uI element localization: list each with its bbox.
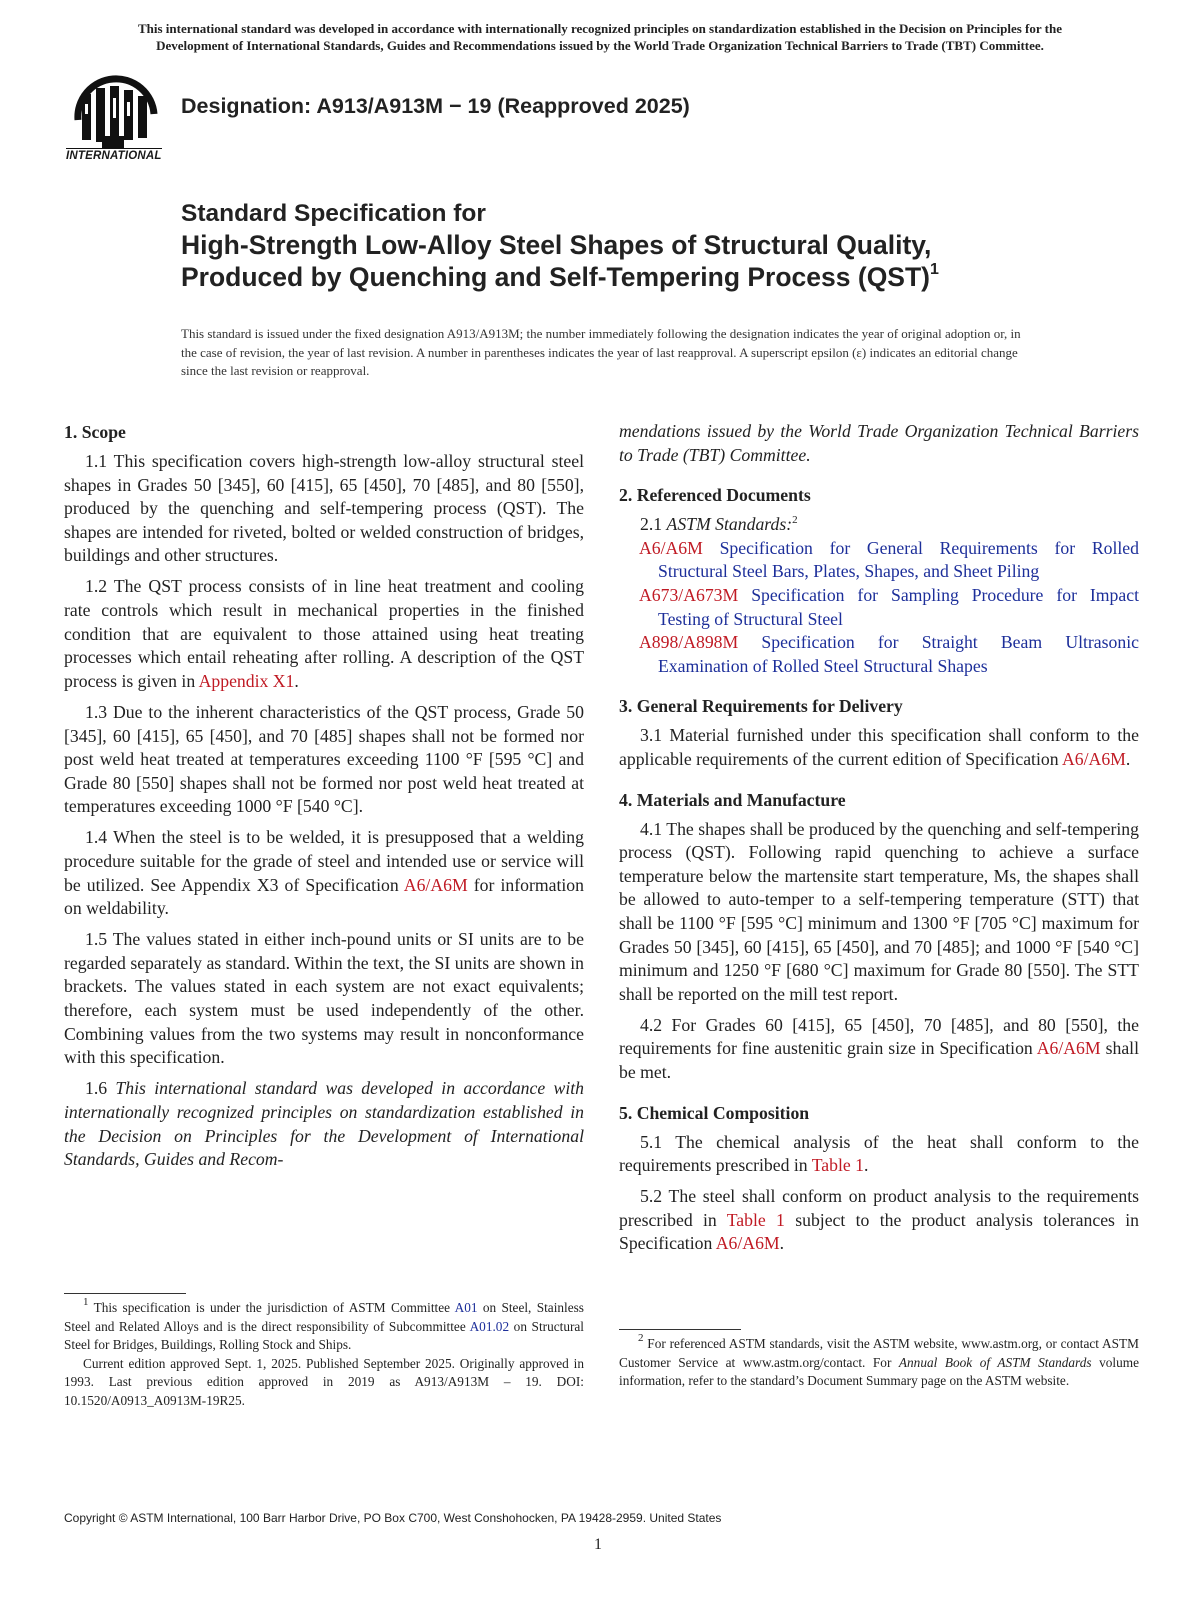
top-notice-line1: This international standard was developed in accordance with internationally recognized principles on standardization established in the Decision on Principles for the [137,21,1062,36]
title-line-3: Produced by Quenching and Self-Tempering Process (QST)$^1$ [181,261,939,292]
para-1-6-continued: mendations issued by the World Trade Organization Technical Barriers to Trade (TBT) Committee. [619,421,1139,465]
link-a6-4-2[interactable]: A6/A6M [1036,1038,1101,1059]
issue-note: This standard is issued under the fixed designation A913/A913M; the number immediately following the designation indicates the year of original adoption or, in the case of revision, the year of last revision. A number in parentheses indicates the year of last reapproval. A superscript epsilon (ε) indicates an editorial change since the last revision or reapproval. [181,326,1021,378]
top-notice [60,20,1140,54]
copyright: Copyright © ASTM International, 100 Barr Harbor Drive, PO Box C700, West Conshohocken, PA 19428-2959. United States [64,1511,722,1525]
reference-a6[interactable]: A6/A6M Specification for General Requirements for Rolled Structural Steel Bars, Plates, Shapes, and Sheet Piling [639,537,1139,582]
page-number: 1 [594,1536,602,1553]
para-1-4: 1.4 When the steel is to be welded, it is presupposed that a welding procedure suitable for the grade of steel and intended use or service will be utilized. See Appendix X3 of Specification A6/A6M for information on weldability. [64,827,584,919]
para-1-3: 1.3 Due to the inherent characteristics of the QST process, Grade 50 [345], 60 [415], 65 [450], and 70 [485] shapes shall not be formed nor post weld heat treated at temperatures exceeding 1100 °F [595 °C] and Grade 80 [550] shapes shall not be formed nor post weld heat treated at temperatures exceeding 1000 °F [540 °C]. [64,701,584,817]
footnote-rule-left [64,1293,186,1294]
link-a6[interactable]: A6/A6M [403,874,468,895]
footnote-2-mark[interactable]: 2 [792,514,798,527]
title-line-2: High-Strength Low-Alloy Steel Shapes of Structural Quality, [181,230,932,260]
para-1-5: 1.5 The values stated in either inch-pound units or SI units are to be regarded separately as standard. Within the text, the SI units are shown in brackets. The values stated in each system are not exact equivalents; therefore, each system must be used independently of the other. Combining values from the two systems may result in nonconformance with this specification. [64,929,584,1068]
left-column [64,420,584,1179]
footnote-2: $^2$ For referenced ASTM standards, visit the ASTM website, www.astm.org, or contact ASTM Customer Service at www.astm.org/contact. For Annual Book of ASTM Standards volume information, refer to the standard’s Document Summary page on the ASTM website. [619,1332,1139,1389]
para-1-6: 1.6 This international standard was developed in accordance with internationally recognized principles on standardization established in the Decision on Principles for the Development of International Standards, Guides and Recom- [64,1078,584,1170]
para-2-1: 2.1 ASTM Standards:$^2$ [640,514,798,535]
footnote-rule-right [619,1329,741,1330]
link-a6-3-1[interactable]: A6/A6M [1062,748,1126,769]
designation: Designation: A913/A913M − 19 (Reapproved 2025) [181,94,690,118]
title-footnote-mark[interactable]: 1 [930,261,939,278]
astm-logo [64,74,176,166]
para-1-1: 1.1 This specification covers high-strength low-alloy structural steel shapes in Grades 50 [345], 60 [415], 65 [450], 70 [485], and 80 [550], produced by the quenching and self-tempering process (QST). The shapes are intended for riveted, bolted or welded construction of bridges, buildings and other structures. [64,451,584,566]
document-title [181,198,1141,293]
section-heading-scope: 1. Scope [64,422,126,442]
logo-text: INTERNATIONAL [66,150,162,162]
title-line-1: Standard Specification for [181,200,486,227]
para-3-1: 3.1 Material furnished under this specification shall conform to the applicable requirements of the current edition of Specification A6/A6M. [619,725,1139,769]
footnote-1: $^1$ This specification is under the jurisdiction of ASTM Committee A01 on Steel, Stainless Steel and Related Alloys and is the direct responsibility of Subcommittee A01.02 on Structural Steel for Bridges, Buildings, Rolling Stock and Ships. Current edition approved Sept. 1, 2025. Published September 2025. Originally approved in 1993. Last previous edition approved in 2019 as A913/A913M – 19. DOI: 10.1520/A0913_A0913M-19R25. [64,1299,584,1411]
section-heading-materials: 4. Materials and Manufacture [619,789,846,810]
link-a01[interactable]: A01 [454,1300,478,1315]
para-1-2: 1.2 The QST process consists of in line heat treatment and cooling rate controls which result in mechanical properties in the finished condition that are equivalent to those attained using heat treating processes which entail reheating after rolling. A description of the QST process is given in Appendix X1. [64,576,584,691]
para-5-1: 5.1 The chemical analysis of the heat shall conform to the requirements prescribed in Table 1. [619,1131,1139,1176]
section-heading-general: 3. General Requirements for Delivery [619,696,903,717]
para-5-2: 5.2 The steel shall conform on product analysis to the requirements prescribed in Table 1 subject to the product analysis tolerances in Specification A6/A6M. [619,1186,1139,1254]
link-a6-5-2[interactable]: A6/A6M [715,1233,780,1254]
footnote-1-edition: Current edition approved Sept. 1, 2025. Published September 2025. Originally approved in 1993. Last previous edition approved in 2019 as A913/A913M – 19. DOI: 10.1520/A0913_A0913M-19R25. [64,1355,584,1408]
top-notice-line2: Development of International Standards, Guides and Recommendations issued by the World Trade Organization Technical Barriers to Trade (TBT) Committee. [156,38,1044,53]
link-appendix-x1[interactable]: Appendix X1 [198,670,295,691]
right-column [619,420,1139,1264]
reference-a898[interactable]: A898/A898M Specification for Straight Beam Ultrasonic Examination of Rolled Steel Structural Shapes [639,632,1139,676]
link-table-1-b[interactable]: Table 1 [726,1209,785,1230]
para-4-1: 4.1 The shapes shall be produced by the quenching and self-tempering process (QST). Following rapid quenching to achieve a surface temperature below the martensite start temperature, Ms, the shapes shall be allowed to auto-temper to a self-tempering temperature (STT) that shall be 1100 °F [595 °C] minimum and 1300 °F [705 °C] maximum for Grades 50 [345], 60 [415], 65 [450], and 70 [485]; and 1000 °F [540 °C] minimum and 1250 °F [680 °C] maximum for Grade 80 [550]. The STT shall be reported on the mill test report. [619,818,1139,1004]
section-heading-chemical: 5. Chemical Composition [619,1102,810,1123]
link-a01-02[interactable]: A01.02 [469,1318,510,1334]
reference-a673[interactable]: A673/A673M Specification for Sampling Procedure for Impact Testing of Structural Steel [639,584,1139,629]
link-table-1[interactable]: Table 1 [811,1155,864,1176]
section-heading-referenced: 2. Referenced Documents [619,485,811,506]
para-4-2: 4.2 For Grades 60 [415], 65 [450], 70 [485], and 80 [550], the requirements for fine austenitic grain size in Specification A6/A6M shall be met. [619,1014,1139,1082]
